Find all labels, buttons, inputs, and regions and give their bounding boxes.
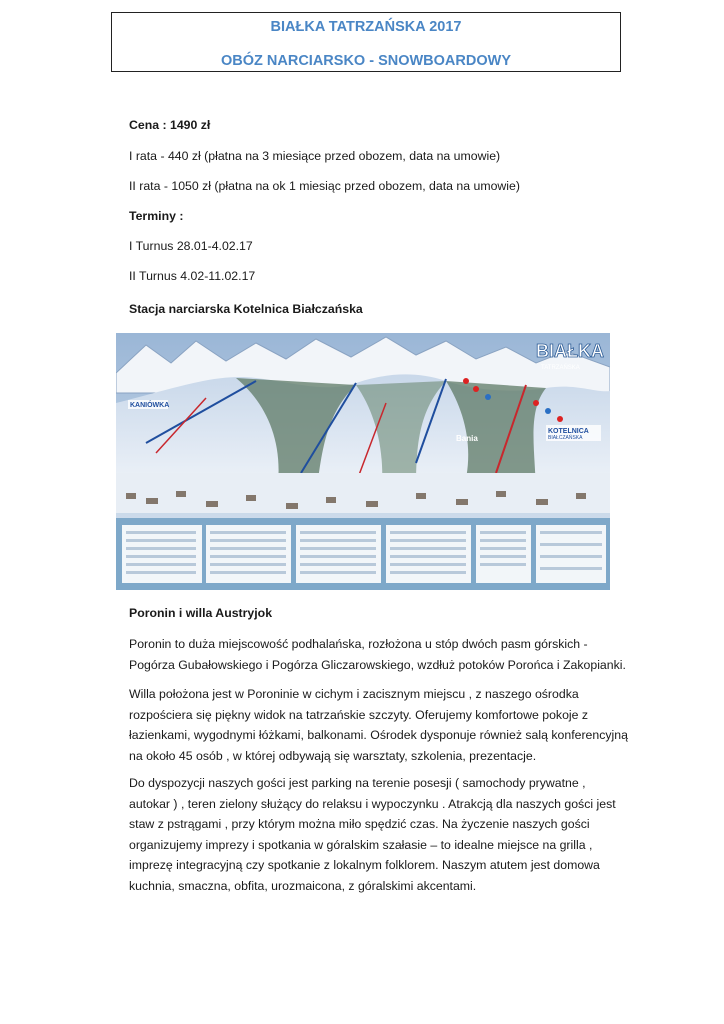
villa-paragraph-2: Willa położona jest w Poroninie w cichym i zacisznym miejscu , z naszego ośrodka rozpościera się piękny widok na tatrzańskie szczyty. Oferujemy komfortowe pokoje z łazienkami, wygodnymi łóżkami, balkonami. Ośrodek dysponuje również salą konferencyjną na około 45 osób , w której odbywają się warsztaty, szkolenia, prezentacje.: [129, 687, 628, 763]
document-title: BIAŁKA TATRZAŃSKA 2017: [270, 19, 462, 35]
villa-heading: Poronin i willa Austryjok: [129, 606, 273, 620]
map-brand: BIAŁKA: [536, 341, 604, 361]
turn-2: II Turnus 4.02-11.02.17: [129, 269, 256, 283]
turn-1: I Turnus 28.01-4.02.17: [129, 239, 253, 253]
terms-heading: Terminy :: [129, 209, 184, 223]
rate-2: II rata - 1050 zł (płatna na ok 1 miesiąc przed obozem, data na umowie): [129, 179, 520, 193]
map-label-left: KANIÓWKA: [130, 402, 170, 409]
map-label-right: KOTELNICA: [548, 428, 589, 435]
villa-paragraph-1: Poronin to duża miejscowość podhalańska, rozłożona u stóp dwóch pasm górskich - Pogórza Gubałowskiego i Pogórza Gliczarowskiego, wzdłuż potoków Porońca i Zakopianki.: [129, 637, 626, 672]
map-brand-sub: TATRZAŃSKA: [541, 365, 580, 371]
station-heading: Stacja narciarska Kotelnica Białczańska: [129, 302, 363, 316]
map-label-right-sub: BIAŁCZAŃSKA: [548, 435, 583, 441]
title-box: [111, 12, 621, 72]
price-heading: Cena : 1490 zł: [129, 118, 211, 132]
ski-map: [116, 333, 610, 590]
villa-paragraph-3: Do dyspozycji naszych gości jest parking na terenie posesji ( samochody prywatne , autokar ) , teren zielony służący do relaksu i wypoczynku . Atrakcją dla naszych gości jest staw z pstrągami , przy którym można miło spędzić czas. Na życzenie naszych gości organizujemy imprezy i spotkania w góralskim szałasie – to idealne miejsce na grilla , imprezę integracyjną czy spotkanie z lokalnym folklorem. Naszym atutem jest domowa kuchnia, smaczna, obfita, urozmaicona, z góralskimi akcentami.: [129, 776, 616, 893]
map-label-middle: Bania: [456, 434, 478, 443]
document-subtitle: OBÓZ NARCIARSKO - SNOWBOARDOWY: [221, 53, 511, 69]
rate-1: I rata - 440 zł (płatna na 3 miesiące przed obozem, data na umowie): [129, 149, 501, 163]
